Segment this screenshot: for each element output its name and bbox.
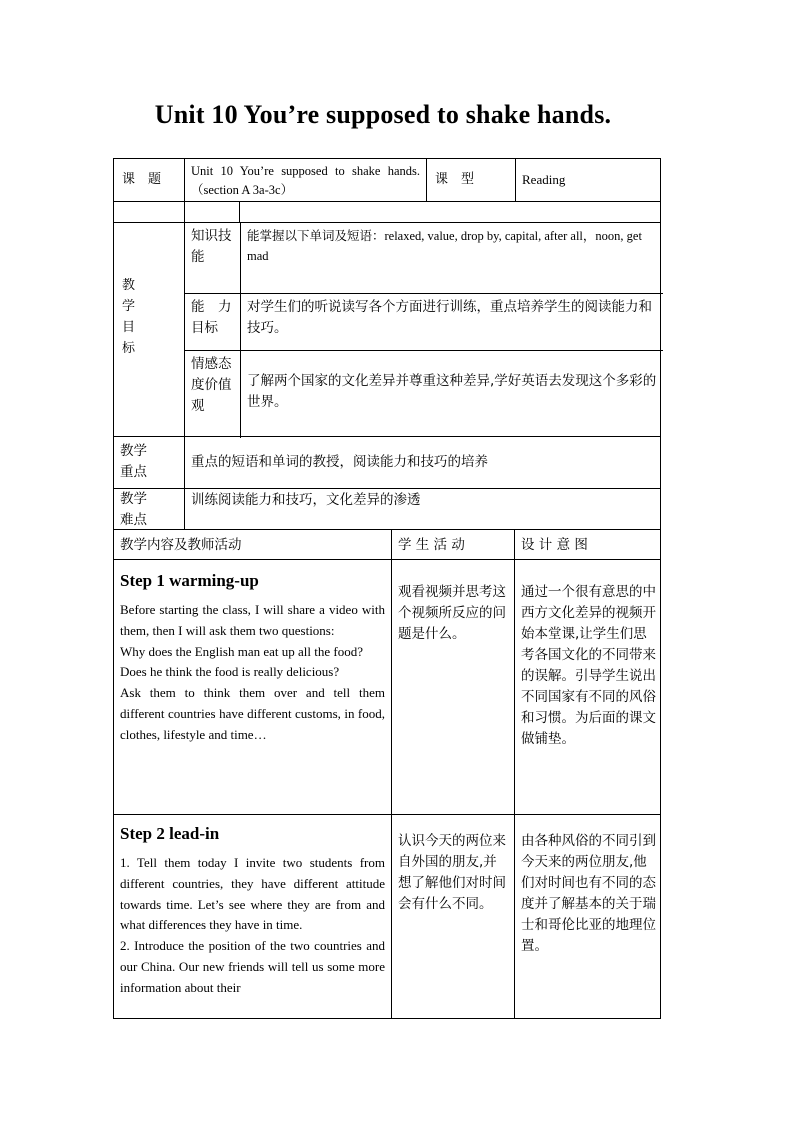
column-content-header: 教学内容及教师活动 [120, 537, 242, 553]
spacer-row [113, 201, 661, 222]
objective-label: 情感态度价值观 [191, 356, 232, 414]
objective-ability [185, 293, 663, 351]
step-paragraph: Before starting the class, I will share a video with them, then I will ask them two questions: [120, 602, 385, 638]
step-student-activity: 观看视频并思考这个视频所反应的问题是什么。 [391, 560, 514, 814]
lesson-plan-table [113, 158, 661, 1019]
topic-value: Unit 10 You’re supposed to shake hands.（section A 3a-3c） [184, 159, 426, 201]
difficulties-row [113, 488, 661, 529]
step-row [113, 559, 661, 814]
step-title: Step 1 warming-up [120, 571, 259, 590]
objective-text: 能掌握以下单词及短语：relaxed, value, drop by, capital, after all，noon, get mad [240, 223, 663, 293]
step-row [113, 814, 661, 1019]
key-points-text: 重点的短语和单词的教授，阅读能力和技巧的培养 [184, 437, 662, 488]
step-paragraph: Why does the English man eat up all the food? [120, 643, 363, 659]
step-paragraph: 2. Introduce the position of the two countries and our China. Our new friends will tell us some more information about their [120, 938, 385, 995]
step-design-intent: 通过一个很有意思的中西方文化差异的视频开始本堂课,让学生们思考各国文化的不同带来的误解。引导学生说出不同国家有不同的风俗和习惯。为后面的课文做铺垫。 [514, 560, 662, 814]
page-title: Unit 10 You’re supposed to shake hands. [154, 100, 612, 129]
difficulties-label: 教学难点 [120, 491, 147, 528]
step-paragraph: Does he think the food is really delicious? [120, 664, 340, 680]
key-points-row [113, 436, 661, 488]
objective-label: 知识技能 [191, 228, 232, 265]
key-points-label: 教学重点 [120, 443, 147, 480]
step-student-activity: 认识今天的两位来自外国的朋友,并想了解他们对时间会有什么不同。 [391, 815, 514, 1018]
header-row [113, 158, 661, 201]
type-label: 课 型 [426, 159, 515, 201]
objectives-block [113, 222, 661, 436]
step-title: Step 2 lead-in [120, 824, 220, 843]
step-content [114, 560, 391, 814]
difficulties-text: 训练阅读能力和技巧，文化差异的渗透 [184, 489, 662, 529]
objective-emotion [185, 350, 663, 438]
objectives-items [184, 223, 663, 436]
step-content [114, 815, 391, 1018]
type-value: Reading [515, 159, 662, 201]
column-header-row [113, 529, 661, 559]
topic-label: 课 题 [122, 172, 162, 187]
objective-text: 了解两个国家的文化差异并尊重这种差异,学好英语去发现这个多彩的世界。 [240, 351, 663, 438]
objective-knowledge [185, 223, 663, 293]
objective-text: 对学生们的听说读写各个方面进行训练，重点培养学生的阅读能力和技巧。 [240, 294, 663, 351]
objective-label: 能 力目标 [191, 299, 232, 336]
spacer-cell [184, 202, 239, 222]
step-paragraph: 1. Tell them today I invite two students from different countries, they have different attitude towards time. Let’s see where they are from and what differences they have in time. [120, 855, 385, 933]
spacer-cell [239, 202, 662, 222]
column-design-header: 设 计 意 图 [514, 530, 662, 559]
step-paragraph: Ask them to think them over and tell them different countries have different customs, in food, clothes, lifestyle and time… [120, 685, 385, 742]
objectives-label: 教 学 目 标 [122, 278, 136, 356]
column-student-header: 学 生 活 动 [391, 530, 514, 559]
step-design-intent: 由各种风俗的不同引到今天来的两位朋友,他们对时间也有不同的态度并了解基本的关于瑞士和哥伦比亚的地理位置。 [514, 815, 662, 1018]
